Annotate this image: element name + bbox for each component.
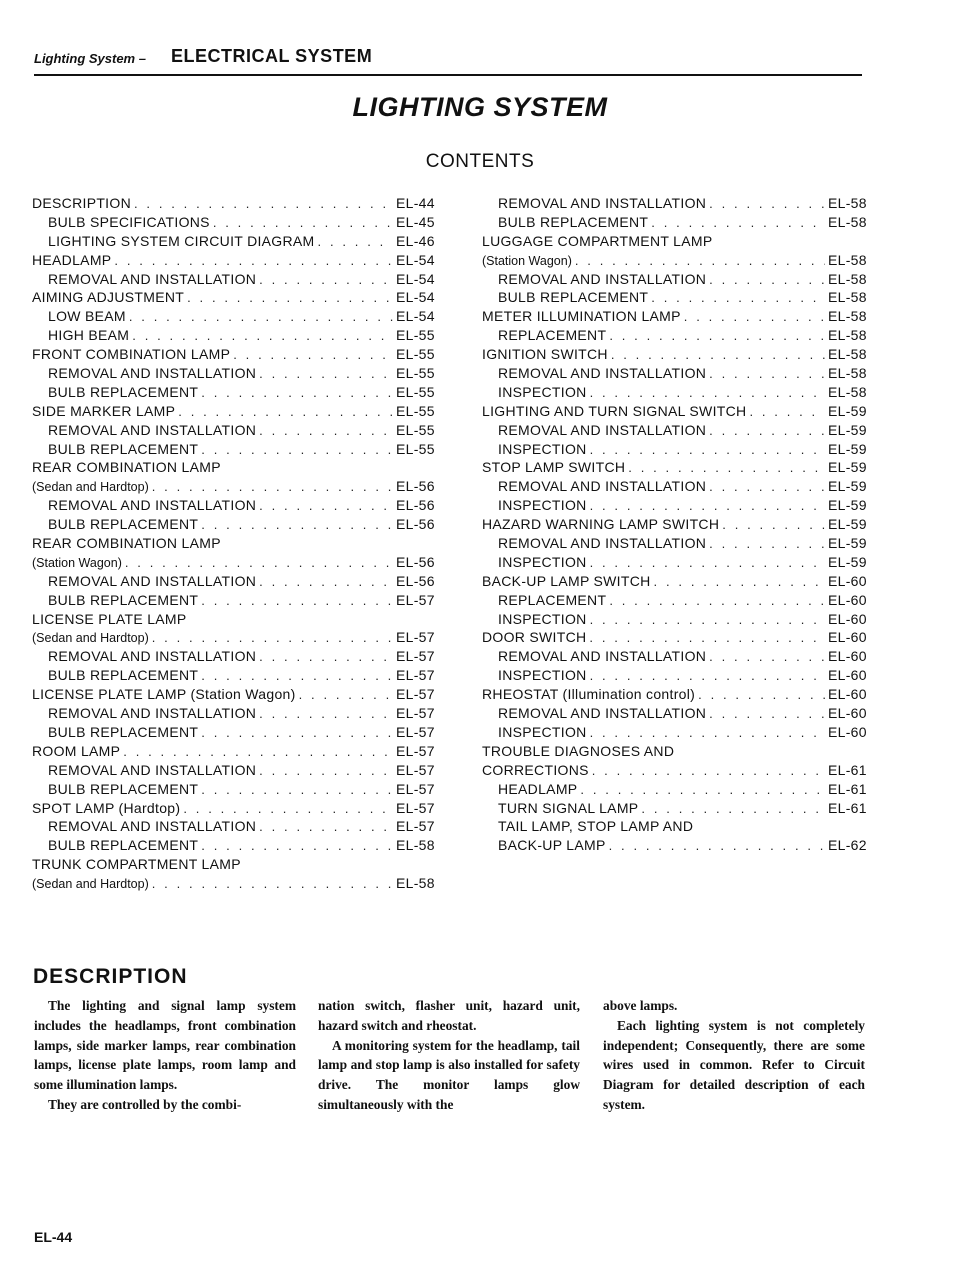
toc-entry-label: REMOVAL AND INSTALLATION [498,648,707,665]
toc-entry [32,799,438,818]
toc-entry-label: REMOVAL AND INSTALLATION [48,421,257,438]
toc-leader-dots [299,686,393,705]
toc-entry-page: EL-57 [396,591,435,608]
toc-entry [32,458,438,477]
toc-entry-page: EL-60 [828,629,867,646]
description-heading: DESCRIPTION [33,965,188,988]
toc-entry-page: EL-56 [396,497,435,514]
toc-entry [482,232,870,251]
toc-entry-label: RHEOSTAT (Illumination control) [482,686,696,703]
toc-entry-label: AIMING ADJUSTMENT [32,289,185,306]
toc-leader-dots [698,686,825,705]
toc-entry-label: REPLACEMENT [498,327,607,344]
toc-leader-dots [201,516,393,535]
toc-leader-dots [152,629,393,648]
toc-entry-label: REMOVAL AND INSTALLATION [498,478,707,495]
toc-entry [32,817,438,836]
toc-entry [32,232,438,251]
toc-leader-dots [259,705,393,724]
toc-entry-label: LIGHTING AND TURN SIGNAL SWITCH [482,402,747,419]
toc-entry-label: REMOVAL AND INSTALLATION [498,535,707,552]
toc-entry-label: INSPECTION [498,497,587,514]
toc-entry-page: EL-54 [396,270,435,287]
toc-entry-label: REMOVAL AND INSTALLATION [48,648,257,665]
toc-leader-dots [628,459,825,478]
toc-entry [482,345,870,364]
toc-entry [482,440,870,459]
toc-leader-dots [651,289,825,308]
toc-entry [482,553,870,572]
toc-entry [482,251,870,270]
toc-leader-dots [233,346,393,365]
description-paragraph: nation switch, flasher unit, hazard unit, hazard switch and rheostat. [318,998,580,1033]
toc-entry-label: INSPECTION [498,723,587,740]
toc-entry-label: BULB REPLACEMENT [48,440,199,457]
toc-entry [482,723,870,742]
toc-leader-dots [709,535,825,554]
toc-entry-label: REAR COMBINATION LAMP [32,459,221,476]
toc-entry-page: EL-60 [828,610,867,627]
toc-entry [482,270,870,289]
toc-entry-label: HAZARD WARNING LAMP SWITCH [482,516,720,533]
toc-leader-dots [590,667,825,686]
toc-entry-label: REMOVAL AND INSTALLATION [498,705,707,722]
toc-leader-dots [259,365,393,384]
toc-entry [32,572,438,591]
toc-entry [32,742,438,761]
toc-entry-page: EL-54 [396,308,435,325]
toc-leader-dots [187,289,393,308]
toc-entry-page: EL-61 [828,780,867,797]
toc-entry-label: (Station Wagon) [482,253,572,268]
toc-entry [482,515,870,534]
toc-leader-dots [590,611,825,630]
toc-entry [32,288,438,307]
toc-entry-page: EL-57 [396,667,435,684]
toc-leader-dots [259,818,393,837]
toc-entry-page: EL-46 [396,232,435,249]
toc-entry-label: (Sedan and Hardtop) [32,631,149,646]
toc-entry [32,440,438,459]
toc-leader-dots [201,837,393,856]
toc-entry [32,666,438,685]
toc-entry-page: EL-54 [396,289,435,306]
toc-entry-page: EL-58 [828,195,867,211]
toc-leader-dots [590,384,825,403]
toc-entry-page: EL-58 [828,213,867,230]
toc-leader-dots [178,403,393,422]
toc-entry [482,817,870,836]
toc-entry-page: EL-60 [828,648,867,665]
toc-entry-label: BACK-UP LAMP SWITCH [482,572,651,589]
toc-entry [482,496,870,515]
toc-entry-label: STOP LAMP SWITCH [482,459,626,476]
toc-entry-page: EL-58 [828,346,867,363]
toc-entry [482,402,870,421]
toc-entry [482,421,870,440]
toc-leader-dots [590,724,825,743]
toc-entry [482,685,870,704]
toc-entry [32,610,438,629]
toc-leader-dots [259,648,393,667]
toc-leader-dots [201,441,393,460]
toc-entry-label: HEADLAMP [498,780,578,797]
toc-entry-page: EL-60 [828,723,867,740]
toc-entry [32,704,438,723]
toc-entry [32,251,438,270]
toc-entry-label: REMOVAL AND INSTALLATION [48,705,257,722]
toc-entry-label: TRUNK COMPARTMENT LAMP [32,856,241,873]
toc-entry-label: REMOVAL AND INSTALLATION [498,195,707,211]
header-chapter: ELECTRICAL SYSTEM [171,46,373,66]
toc-entry-label: REPLACEMENT [498,591,607,608]
toc-entry-label: BULB REPLACEMENT [48,516,199,533]
toc-leader-dots [709,648,825,667]
toc-leader-dots [129,308,393,327]
toc-entry-page: EL-45 [396,213,435,230]
toc-entry-page: EL-56 [396,478,435,495]
toc-entry [32,628,438,647]
toc-entry-label: INSPECTION [498,383,587,400]
toc-entry-label: TURN SIGNAL LAMP [498,799,639,816]
toc-entry-label: BULB REPLACEMENT [48,667,199,684]
toc-entry-page: EL-56 [396,516,435,533]
toc-entry [482,610,870,629]
toc-leader-dots [201,667,393,686]
toc-entry [32,761,438,780]
toc-entry-label: ROOM LAMP [32,742,121,759]
contents-heading: CONTENTS [425,151,535,172]
toc-entry [32,515,438,534]
toc-entry [482,534,870,553]
toc-entry-label: BULB REPLACEMENT [48,780,199,797]
toc-entry-page: EL-58 [828,289,867,306]
toc-entry [32,534,438,553]
toc-entry-label: BULB REPLACEMENT [48,837,199,854]
toc-entry-page: EL-59 [828,402,867,419]
toc-entry-page: EL-59 [828,421,867,438]
toc-entry-label: BULB REPLACEMENT [48,591,199,608]
toc-entry-label: (Sedan and Hardtop) [32,480,149,495]
toc-leader-dots [592,762,825,781]
toc-leader-dots [722,516,825,535]
toc-leader-dots [684,308,825,327]
toc-entry-page: EL-60 [828,705,867,722]
toc-leader-dots [651,214,825,233]
toc-entry-page: EL-59 [828,478,867,495]
toc-entry-label: BULB SPECIFICATIONS [48,213,210,230]
toc-entry [482,477,870,496]
toc-entry-label: LUGGAGE COMPARTMENT LAMP [482,232,713,249]
page-title: LIGHTING SYSTEM [352,92,608,122]
toc-entry [32,270,438,289]
toc-leader-dots [201,724,393,743]
toc-leader-dots [709,365,825,384]
toc-leader-dots [152,875,393,894]
toc-leader-dots [709,271,825,290]
toc-entry-page: EL-58 [828,251,867,268]
description-paragraph: The lighting and signal lamp system includes the headlamps, front combination lamps, side marker lamps, rear combination lamps, license plate lamps, room lamp and some illumination lamps. [34,998,296,1093]
toc-entry-label: BULB REPLACEMENT [48,723,199,740]
toc-leader-dots [709,422,825,441]
toc-right-column [482,194,870,855]
toc-entry [482,704,870,723]
toc-leader-dots [580,781,825,800]
toc-leader-dots [114,252,393,271]
toc-entry [32,685,438,704]
toc-entry [32,364,438,383]
toc-entry [482,572,870,591]
toc-entry-label: METER ILLUMINATION LAMP [482,308,681,325]
toc-entry-page: EL-55 [396,383,435,400]
toc-leader-dots [611,346,825,365]
toc-entry-label: BULB REPLACEMENT [48,383,199,400]
toc-entry-label: REMOVAL AND INSTALLATION [48,270,257,287]
toc-leader-dots [259,573,393,592]
toc-entry-page: EL-55 [396,346,435,363]
toc-entry [482,194,870,213]
toc-entry-label: REMOVAL AND INSTALLATION [498,365,707,382]
description-column-3 [603,996,865,1115]
description-paragraph: above lamps. [603,998,678,1013]
description-column-2 [318,996,580,1115]
toc-entry [482,288,870,307]
toc-entry-page: EL-57 [396,629,435,646]
toc-leader-dots [749,403,825,422]
toc-leader-dots [213,214,393,233]
toc-entry-page: EL-59 [828,459,867,476]
description-paragraph: A monitoring system for the headlamp, tail lamp and stop lamp is also installed for safety drive. The monitor lamps glow simultaneously with the [318,1037,580,1112]
toc-entry-label: HEADLAMP [32,251,112,268]
toc-leader-dots [259,762,393,781]
running-header [34,44,862,76]
toc-entry-page: EL-55 [396,440,435,457]
toc-entry [482,761,870,780]
toc-entry-page: EL-55 [396,327,435,344]
toc-leader-dots [589,629,825,648]
toc-entry-page: EL-58 [828,365,867,382]
toc-leader-dots [134,195,393,214]
description-column-1 [34,996,296,1115]
toc-entry-page: EL-57 [396,818,435,835]
toc-entry-page: EL-55 [396,365,435,382]
toc-entry [32,326,438,345]
toc-entry-page: EL-58 [828,308,867,325]
toc-entry [32,723,438,742]
toc-left-column [32,194,438,893]
toc-entry [482,458,870,477]
toc-leader-dots [125,554,393,573]
toc-entry-label: INSPECTION [498,610,587,627]
toc-leader-dots [709,705,825,724]
toc-leader-dots [709,195,825,214]
toc-leader-dots [152,478,393,497]
toc-leader-dots [259,422,393,441]
toc-entry-label: DESCRIPTION [32,195,131,211]
toc-leader-dots [609,837,825,856]
toc-entry [482,628,870,647]
toc-entry-label: LICENSE PLATE LAMP [32,610,187,627]
toc-entry-label: REMOVAL AND INSTALLATION [48,497,257,514]
description-paragraph: Each lighting system is not completely independent; Consequently, there are some wires used in common. Refer to Circuit Diagram for detailed description of each system. [603,1017,865,1112]
toc-entry-label: REMOVAL AND INSTALLATION [48,572,257,589]
toc-entry [32,496,438,515]
toc-entry-page: EL-59 [828,516,867,533]
toc-entry-label: LOW BEAM [48,308,126,325]
toc-entry-label: REMOVAL AND INSTALLATION [48,365,257,382]
toc-entry [482,383,870,402]
toc-entry-page: EL-61 [828,799,867,816]
toc-entry-page: EL-59 [828,440,867,457]
toc-entry-page: EL-58 [396,875,435,892]
toc-entry-page: EL-57 [396,723,435,740]
toc-leader-dots [575,252,825,271]
toc-entry-page: EL-57 [396,780,435,797]
toc-entry [32,383,438,402]
toc-entry-page: EL-58 [828,327,867,344]
toc-leader-dots [609,592,825,611]
toc-entry-label: TROUBLE DIAGNOSES AND [482,742,675,759]
toc-entry-page: EL-57 [396,799,435,816]
toc-leader-dots [654,573,825,592]
toc-leader-dots [259,497,393,516]
toc-entry [32,402,438,421]
toc-entry-page: EL-60 [828,667,867,684]
toc-leader-dots [123,743,393,762]
toc-entry-page: EL-55 [396,402,435,419]
toc-entry-page: EL-44 [396,195,435,211]
toc-leader-dots [201,592,393,611]
toc-entry-page: EL-58 [828,383,867,400]
toc-entry-page: EL-54 [396,251,435,268]
toc-entry [482,591,870,610]
toc-entry-label: CORRECTIONS [482,761,589,778]
toc-entry [482,364,870,383]
toc-entry-label: IGNITION SWITCH [482,346,608,363]
toc-entry-label: REMOVAL AND INSTALLATION [48,761,257,778]
toc-leader-dots [590,497,825,516]
toc-entry-label: (Sedan and Hardtop) [32,877,149,892]
toc-entry [32,213,438,232]
toc-leader-dots [132,327,393,346]
toc-entry [32,477,438,496]
toc-leader-dots [259,271,393,290]
toc-entry [482,836,870,855]
toc-entry-label: LICENSE PLATE LAMP (Station Wagon) [32,686,296,703]
toc-leader-dots [590,441,825,460]
description-paragraph: They are controlled by the combi- [48,1096,242,1112]
toc-entry [482,326,870,345]
toc-entry [32,780,438,799]
toc-leader-dots [609,327,825,346]
toc-leader-dots [709,478,825,497]
toc-entry [32,345,438,364]
toc-entry-label: REMOVAL AND INSTALLATION [498,421,707,438]
toc-entry-page: EL-57 [396,742,435,759]
toc-entry-page: EL-57 [396,705,435,722]
toc-entry [32,591,438,610]
toc-entry [32,874,438,893]
toc-entry-label: DOOR SWITCH [482,629,587,646]
toc-entry-label: TAIL LAMP, STOP LAMP AND [498,818,694,835]
toc-entry-label: HIGH BEAM [48,327,130,344]
toc-entry [32,647,438,666]
toc-entry [32,553,438,572]
toc-entry [482,780,870,799]
toc-entry-page: EL-60 [828,591,867,608]
toc-leader-dots [641,800,825,819]
toc-entry-page: EL-59 [828,553,867,570]
toc-entry [482,799,870,818]
toc-entry [482,666,870,685]
toc-entry-page: EL-59 [828,535,867,552]
toc-entry-label: LIGHTING SYSTEM CIRCUIT DIAGRAM [48,232,315,249]
toc-entry-page: EL-56 [396,553,435,570]
toc-entry [32,836,438,855]
toc-entry-page: EL-58 [828,270,867,287]
toc-entry [482,647,870,666]
toc-entry-label: BULB REPLACEMENT [498,213,649,230]
header-section: Lighting System – [34,51,146,66]
toc-entry-label: BACK-UP LAMP [498,837,606,854]
toc-entry [32,194,438,213]
toc-entry-page: EL-61 [828,761,867,778]
toc-entry-label: (Station Wagon) [32,555,122,570]
toc-entry-page: EL-57 [396,686,435,703]
page-number: EL-44 [34,1229,73,1245]
toc-entry-page: EL-57 [396,761,435,778]
toc-entry-label: INSPECTION [498,667,587,684]
toc-entry-label: REMOVAL AND INSTALLATION [498,270,707,287]
toc-entry [32,307,438,326]
toc-entry-label: SPOT LAMP (Hardtop) [32,799,181,816]
toc-entry-label: BULB REPLACEMENT [498,289,649,306]
toc-leader-dots [201,384,393,403]
toc-entry-label: SIDE MARKER LAMP [32,402,176,419]
toc-entry-page: EL-56 [396,572,435,589]
toc-entry-label: REAR COMBINATION LAMP [32,535,221,552]
toc-entry-page: EL-60 [828,572,867,589]
toc-entry [482,742,870,761]
toc-entry-page: EL-58 [396,837,435,854]
toc-leader-dots [590,554,825,573]
toc-entry-page: EL-59 [828,497,867,514]
toc-entry-page: EL-62 [828,837,867,854]
toc-leader-dots [183,800,393,819]
toc-leader-dots [318,233,393,252]
toc-entry [32,855,438,874]
toc-leader-dots [201,781,393,800]
toc-entry-label: REMOVAL AND INSTALLATION [48,818,257,835]
toc-entry-page: EL-57 [396,648,435,665]
toc-entry-page: EL-60 [828,686,867,703]
toc-entry-label: INSPECTION [498,553,587,570]
toc-entry [482,307,870,326]
toc-entry-label: FRONT COMBINATION LAMP [32,346,231,363]
toc-entry [32,421,438,440]
toc-entry-label: INSPECTION [498,440,587,457]
toc-entry-page: EL-55 [396,421,435,438]
toc-entry [482,213,870,232]
